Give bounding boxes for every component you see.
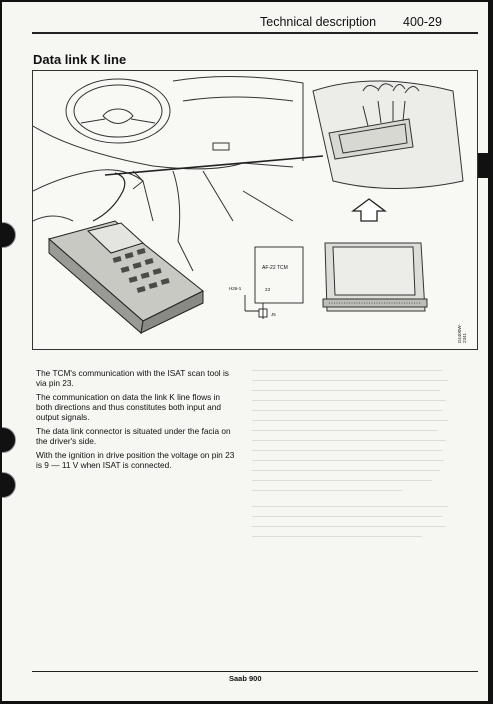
body-paragraph: The data link connector is situated under the facia on the driver's side.	[36, 426, 231, 446]
pin-label: 23	[265, 287, 271, 292]
figure-id-label: D4400W-2341	[457, 324, 467, 343]
tcm-module	[323, 243, 427, 311]
connector-leader-line	[105, 156, 323, 175]
header-page-number: 400-29	[403, 15, 442, 29]
wiring-illustration	[32, 70, 478, 350]
show-through-text	[252, 370, 452, 546]
header-title: Technical description	[260, 15, 377, 29]
data-link-connector-detail	[313, 81, 463, 189]
header-rule	[32, 32, 478, 34]
body-paragraph: The communication on data the link K line flows in both directions and thus constitutes both input and output signals.	[36, 392, 221, 422]
binder-punch-hole	[2, 427, 16, 453]
footer-rule	[32, 671, 478, 672]
binder-punch-hole	[2, 222, 16, 248]
scan-tool-cable	[93, 173, 125, 221]
section-tab-marker	[478, 153, 488, 178]
wiring-schematic	[245, 247, 303, 319]
binder-punch-hole	[2, 472, 16, 498]
up-arrow	[353, 199, 385, 221]
section-title: Data link K line	[33, 52, 127, 67]
connector-label: H26-1	[229, 286, 242, 291]
footer-text: Saab 900	[229, 674, 262, 683]
junction-label: J5	[271, 312, 276, 317]
body-text	[36, 368, 236, 474]
isat-scan-tool	[49, 221, 203, 333]
manual-page	[2, 2, 488, 701]
body-paragraph: With the ignition in drive position the voltage on pin 23 is 9 — 11 V when ISAT is connected.	[36, 450, 235, 470]
tcm-label: AF-22 TCM	[262, 265, 288, 271]
illustration-drawing	[33, 71, 477, 349]
body-paragraph: The TCM's communication with the ISAT scan tool is via pin 23.	[36, 368, 229, 388]
